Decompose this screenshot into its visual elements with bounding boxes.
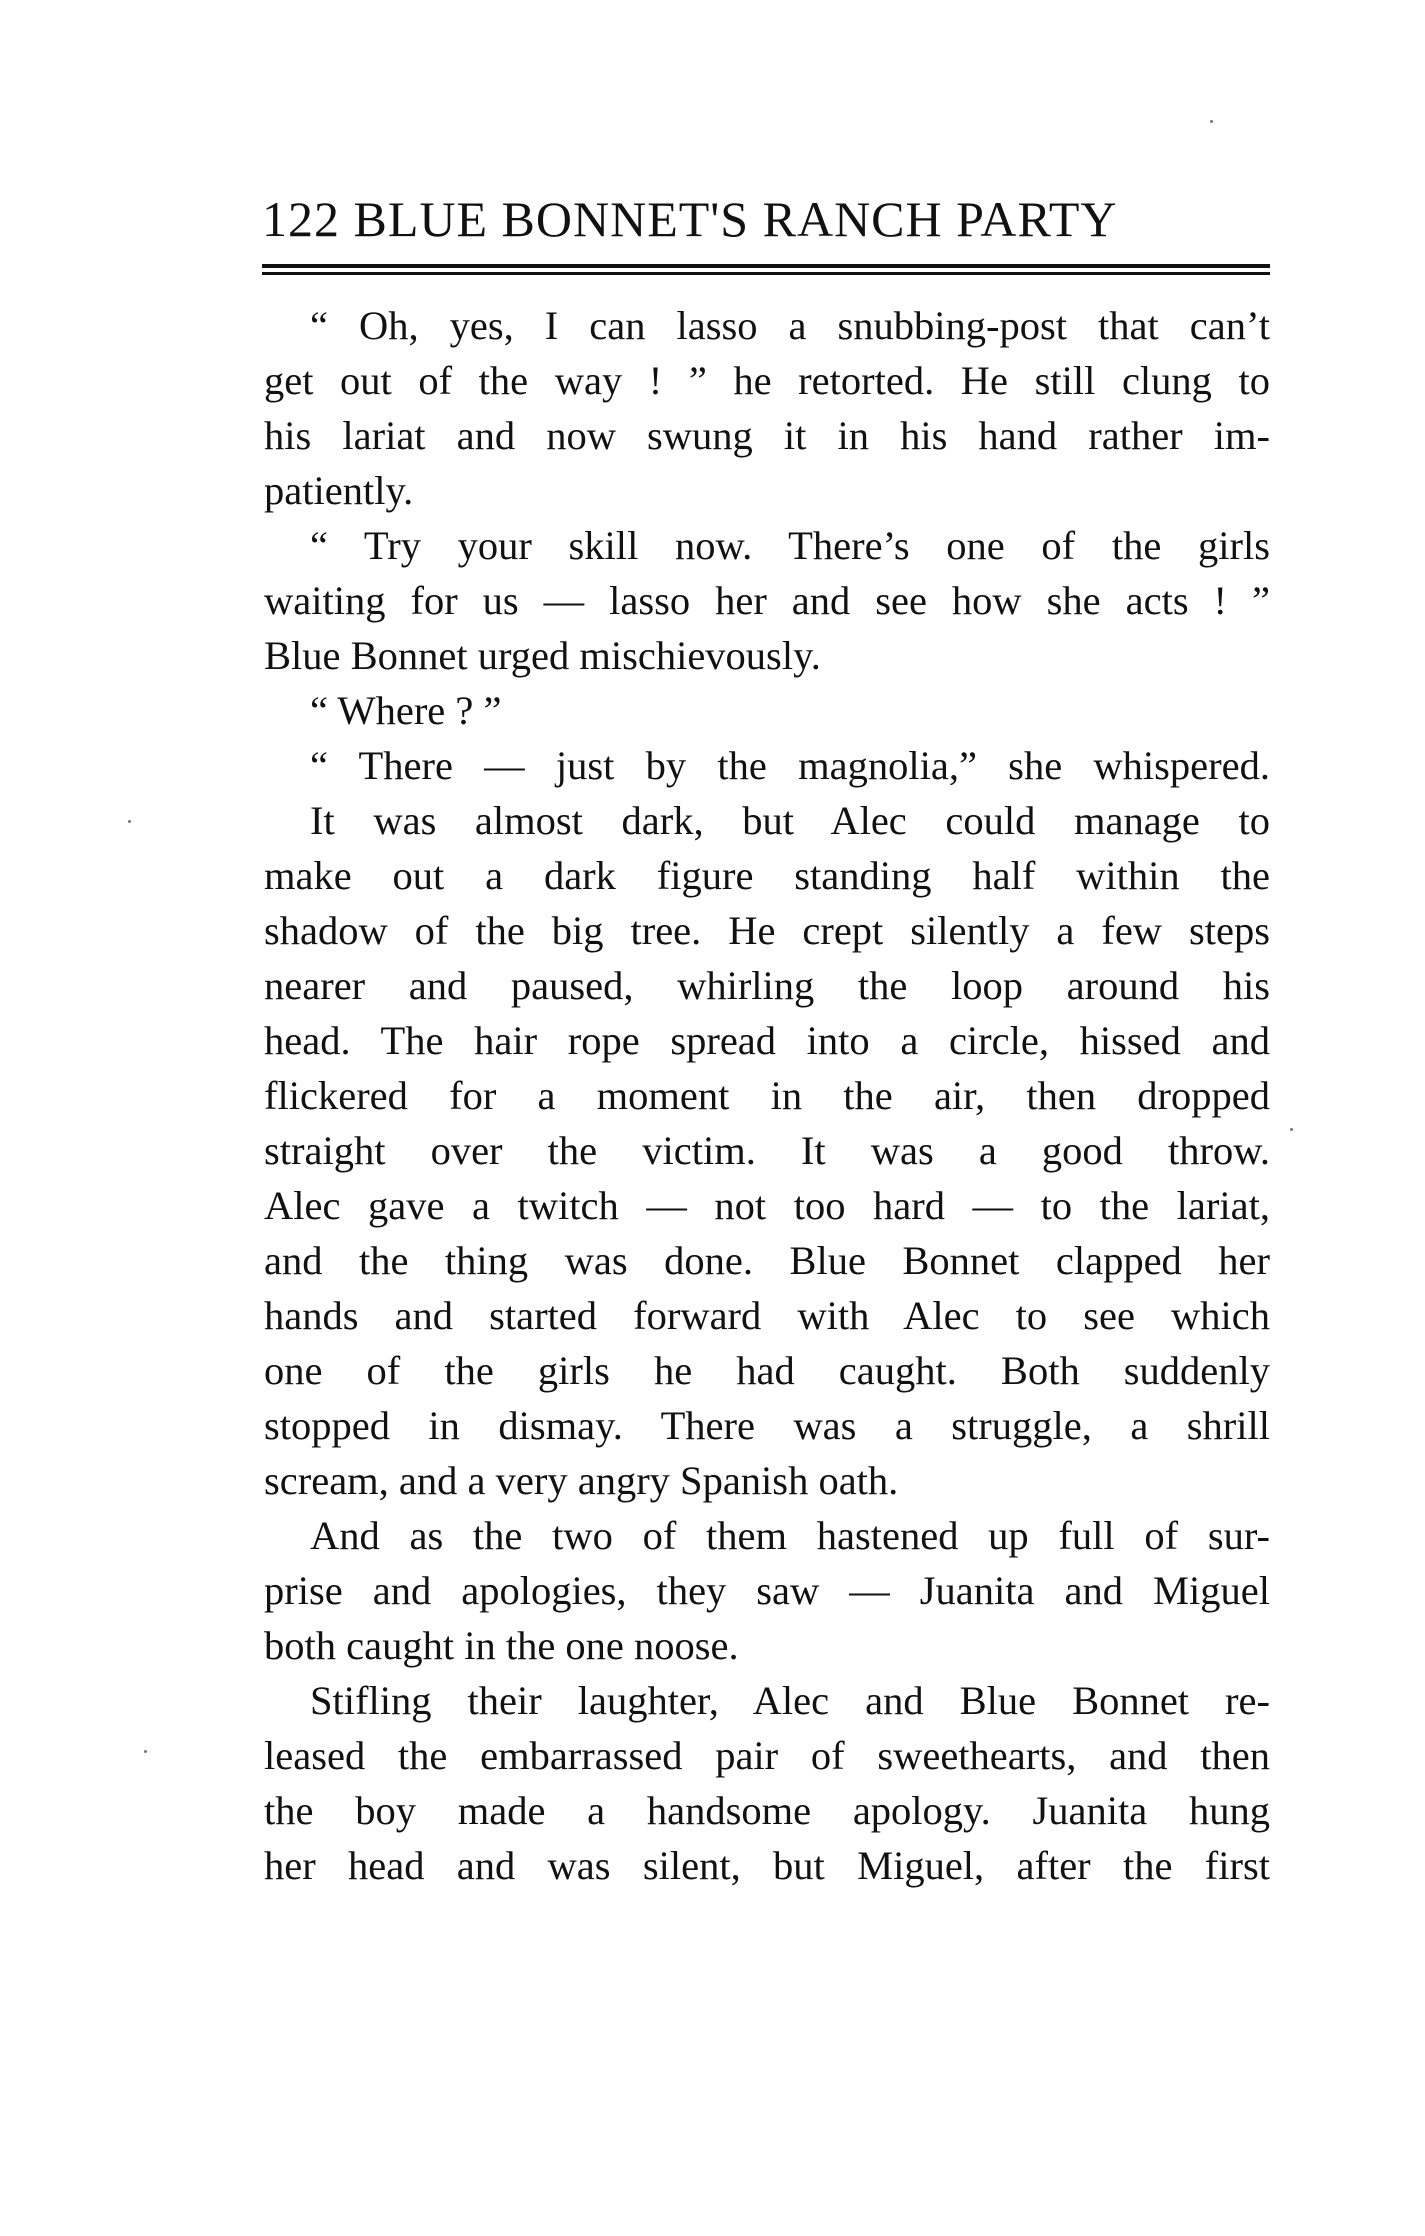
text-line: “ There — just by the magnolia,” she whispered.	[310, 743, 1270, 788]
text-line: “ Try your skill now. There’s one of the girls	[310, 523, 1270, 568]
text-line: scream, and a very angry Spanish oath.	[264, 1458, 899, 1503]
paper-speck	[1290, 1128, 1293, 1131]
text-line: And as the two of them hastened up full of sur-	[310, 1513, 1270, 1558]
text-line: Stifling their laughter, Alec and Blue Bonnet re-	[310, 1678, 1270, 1723]
text-line: prise and apologies, they saw — Juanita and Miguel	[264, 1568, 1270, 1613]
text-line: “ Oh, yes, I can lasso a snubbing-post that can’t	[310, 303, 1270, 348]
paper-speck	[144, 1750, 147, 1753]
text-line: one of the girls he had caught. Both suddenly	[264, 1348, 1270, 1393]
running-title: BLUE BONNET'S RANCH PARTY	[353, 191, 1118, 247]
text-line: straight over the victim. It was a good throw.	[264, 1128, 1270, 1173]
text-line: make out a dark figure standing half within the	[264, 853, 1270, 898]
running-header	[262, 190, 1272, 248]
text-line: shadow of the big tree. He crept silently a few steps	[264, 908, 1270, 953]
text-line: the boy made a handsome apology. Juanita hung	[264, 1788, 1270, 1833]
header-rule-bottom	[262, 272, 1270, 275]
text-line: waiting for us — lasso her and see how she acts ! ”	[264, 578, 1270, 623]
text-line: her head and was silent, but Miguel, after the first	[264, 1843, 1270, 1888]
paper-speck	[128, 820, 131, 823]
text-line: both caught in the one noose.	[264, 1623, 739, 1668]
text-line: head. The hair rope spread into a circle, hissed and	[264, 1018, 1270, 1063]
text-line: “ Where ? ”	[310, 688, 502, 733]
text-line: hands and started forward with Alec to see which	[264, 1293, 1270, 1338]
text-line: nearer and paused, whirling the loop around his	[264, 963, 1270, 1008]
text-line: leased the embarrassed pair of sweethearts, and then	[264, 1733, 1270, 1778]
page-number: 122	[262, 191, 340, 247]
text-line: patiently.	[264, 468, 414, 513]
text-line: Alec gave a twitch — not too hard — to the lariat,	[264, 1183, 1270, 1228]
text-line: stopped in dismay. There was a struggle, a shrill	[264, 1403, 1270, 1448]
text-line: get out of the way ! ” he retorted. He still clung to	[264, 358, 1270, 403]
text-line: It was almost dark, but Alec could manage to	[310, 798, 1270, 843]
text-line: his lariat and now swung it in his hand rather im-	[264, 413, 1270, 458]
paper-speck	[1210, 120, 1213, 123]
body-text	[264, 298, 1270, 1893]
text-line: Blue Bonnet urged mischievously.	[264, 633, 821, 678]
text-line: and the thing was done. Blue Bonnet clapped her	[264, 1238, 1270, 1283]
text-line: flickered for a moment in the air, then dropped	[264, 1073, 1270, 1118]
header-rule-top	[262, 264, 1270, 268]
